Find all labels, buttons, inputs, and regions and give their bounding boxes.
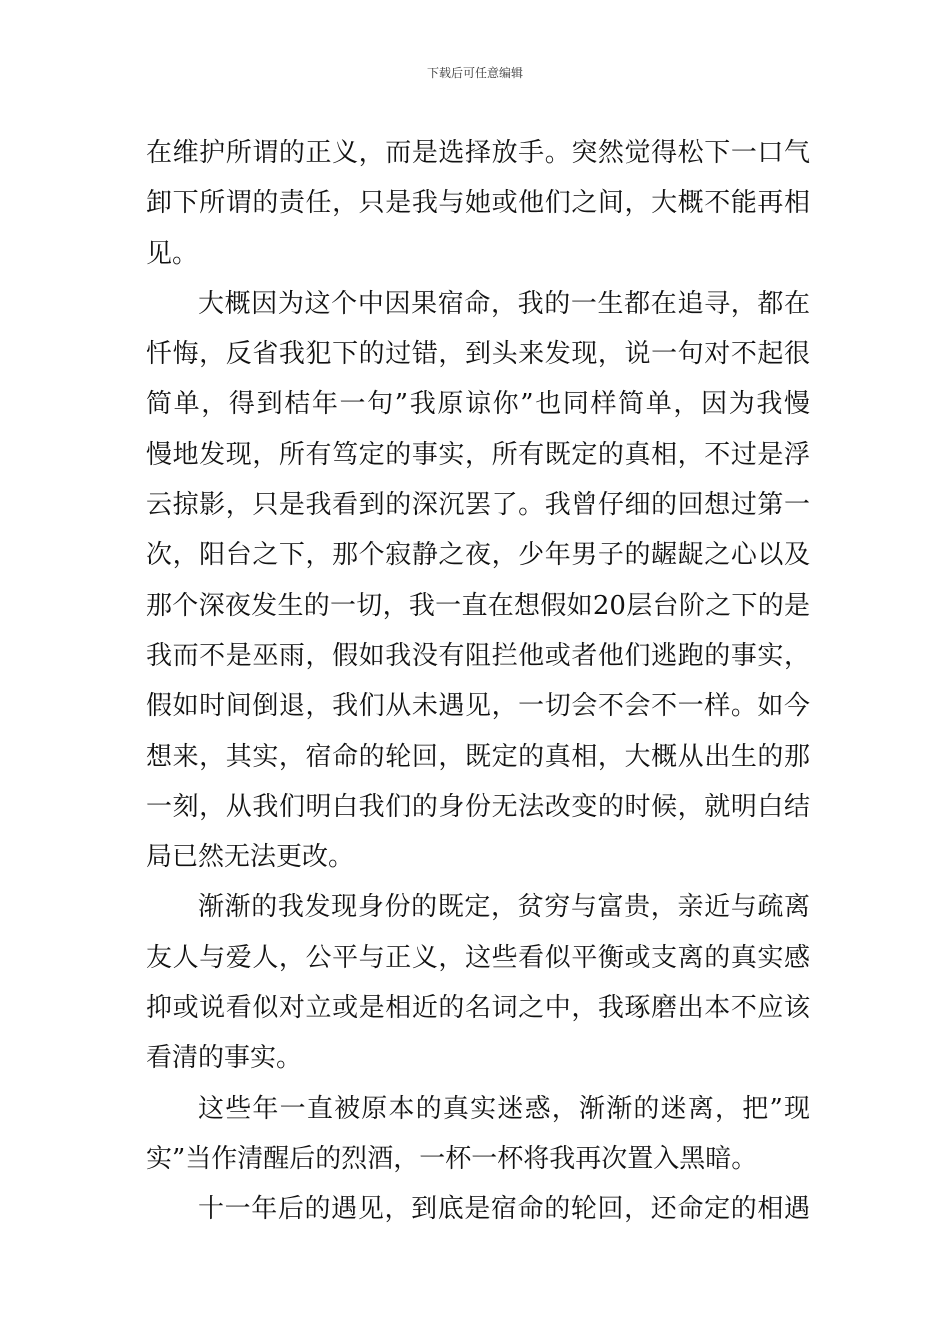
text-line: 见。 xyxy=(146,238,199,269)
text-line: 云掠影，只是我看到的深沉罢了。我曾仔细的回想过第一 xyxy=(146,490,810,521)
text-line: 忏悔，反省我犯下的过错，到头来发现，说一句对不起很 xyxy=(146,339,810,370)
document-body xyxy=(146,128,810,1235)
text-line: 抑或说看似对立或是相近的名词之中，我琢磨出本不应该 xyxy=(146,993,810,1024)
text-line: 一刻，从我们明白我们的身份无法改变的时候，就明白结 xyxy=(146,791,810,822)
paragraph-first-line: 大概因为这个中因果宿命，我的一生都在追寻，都在 xyxy=(198,288,810,319)
text-line: 我而不是巫雨，假如我没有阻拦他或者他们逃跑的事实， xyxy=(146,640,810,671)
text-line: 简单，得到桔年一句”我原谅你”也同样简单，因为我慢 xyxy=(146,389,810,420)
paragraph-first-line: 这些年一直被原本的真实迷惑，渐渐的迷离，把”现 xyxy=(198,1093,810,1124)
text-line: 实”当作清醒后的烈酒，一杯一杯将我再次置入黑暗。 xyxy=(146,1143,758,1174)
text-line: 看清的事实。 xyxy=(146,1043,303,1074)
text-line: 次，阳台之下，那个寂静之夜，少年男子的龌龊之心以及 xyxy=(146,540,810,571)
text-line: 假如时间倒退，我们从未遇见，一切会不会不一样。如今 xyxy=(146,691,810,722)
paragraph-first-line: 十一年后的遇见，到底是宿命的轮回，还命定的相遇 xyxy=(198,1194,810,1225)
text-line: 友人与爱人，公平与正义，这些看似平衡或支离的真实感 xyxy=(146,942,810,973)
paragraph-first-line: 渐渐的我发现身份的既定，贫穷与富贵，亲近与疏离 xyxy=(198,892,810,923)
page-header: 下载后可任意编辑 xyxy=(426,66,523,80)
text-line: 那个深夜发生的一切，我一直在想假如20层台阶之下的是 xyxy=(146,590,810,621)
text-line: 想来，其实，宿命的轮回，既定的真相，大概从出生的那 xyxy=(146,741,810,772)
text-line: 慢地发现，所有笃定的事实，所有既定的真相，不过是浮 xyxy=(146,439,810,470)
text-line: 在维护所谓的正义，而是选择放手。突然觉得松下一口气 xyxy=(146,138,810,168)
text-line: 局已然无法更改。 xyxy=(146,842,355,873)
text-line: 卸下所谓的责任，只是我与她或他们之间，大概不能再相 xyxy=(146,188,810,219)
